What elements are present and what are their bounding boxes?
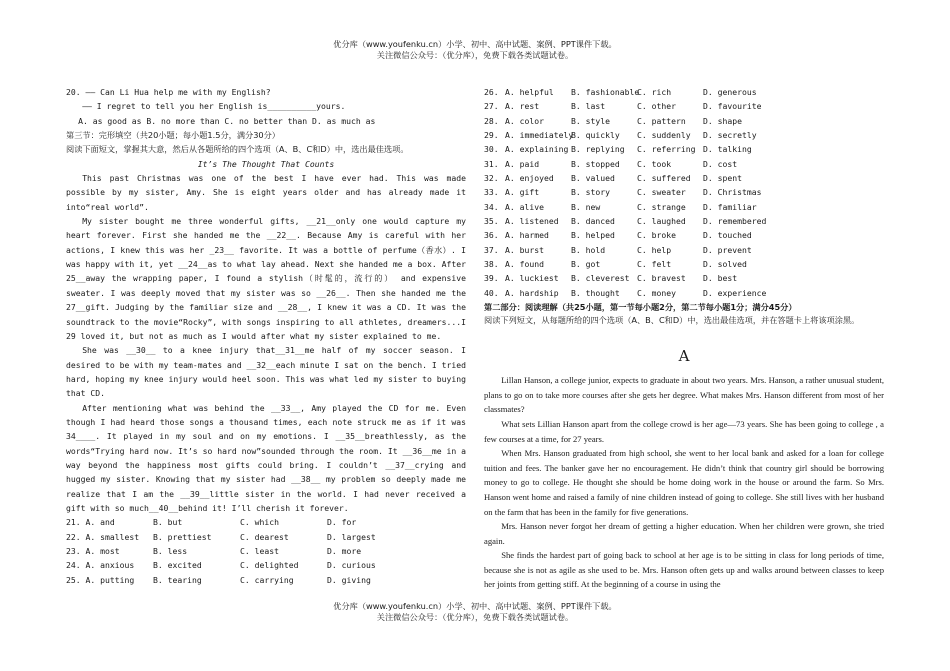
options-row-22: 22. A. smallest B. prettiest C. dearest D. largest [66,531,376,542]
passage-paragraph-1: Lillan Hanson, a college junior, expects to graduate in about two years. Mrs. Hanson, a rather unusual student, plans to go on to take more courses after she gets her degree. What makes Mrs. Hanson different from most of her classmates? [484,375,884,415]
options-row-24: 24. A. anxious B. excited C. delighted D. curious [66,560,376,571]
cloze-paragraph-4: After mentioning what was behind the __33__, Amy played the CD for me. Even though I had heard those songs a thousand times, each note struck me as if it was 34____. It played in my soul and on my emotions. I __35__breathlessly, as the words“Trying hard now. It’s so hard now”sounded through the room. It __36__me in a way beyond the happiness most gifts could bring. I couldn’t __37__crying and hugged my sister. Knowing that my sister had __38__ my problem so deeply made me realize that I am the __39__little sister in the world. I had never received a gift with so much__40__behind it! I’ll cherish it forever. [66,402,466,513]
question-20-answer [66,99,466,113]
options-row-36: 36. A. harmed B. helped C. broke D. touched [484,230,752,241]
part-2-section [484,301,884,327]
question-20: 20. —— Can Li Hua help me with my English? [66,87,271,97]
options-row-38: 38. A. found B. got C. felt D. solved [484,259,747,270]
options-row-35: 35. A. listened B. danced C. laughed D. remembered [484,216,767,227]
options-row-26: 26. A. helpful B. fashionableC. rich D. generous [484,87,757,97]
options-row-33: 33. A. gift B. story C. sweater D. Christmas [484,187,762,198]
options-row-32: 32. A. enjoyed B. valued C. suffered D. spent [484,173,742,184]
passage-paragraph-3: When Mrs. Hanson graduated from high school, she went to her local bank and asked for a loan for college tuition and fees. The banker gave her no encouragement. He didn’t think that country girl should be borrowing money to go to college. He thought she should be home doing work in the house or around the farm. So Mrs. Hanson went home and raised a family of nine children instead of going to college. She still lives with her husband on the farm that has been in the family for five generations. [484,448,884,517]
options-row-31: 31. A. paid B. stopped C. took D. cost [484,158,738,169]
footer-line-1: 优分库（www.youfenku.cn）小学、初中、高中试题、案例、PPT课件下载。 [333,601,617,611]
q20-prefix: —— I regret to tell you her English is [82,101,268,112]
section-3-instruction: 阅读下面短文，掌握其大意，然后从各题所给的四个选项（A、B、C和D）中，选出最佳选项。 [66,144,409,155]
passage-paragraph-4: Mrs. Hanson never forgot her dream of getting a higher education. When her children were grown, she tried again. [484,521,884,546]
options-row-25: 25. A. putting B. tearing C. carrying D. giving [66,574,371,585]
q20-suffix: yours. [316,101,346,112]
left-column [66,85,466,587]
options-row-30: 30. A. explaining B. replying C. referring D. talking [484,144,752,155]
cloze-paragraph-3: She was __30__ to a knee injury that__31__me half of my soccer season. I desired to be with my team-mates and __32__each minute I sat on the bench. I tried hard, hoping my knee injury would heel soon. This was what led my sister to buying that CD. [66,345,466,399]
passage-paragraph-2: What sets Lillian Hanson apart from the college crowd is her age—73 years. She has been going to college , a few courses at a time, for 27 years. [484,418,884,444]
options-row-27: 27. A. rest B. last C. other D. favourite [484,101,762,112]
question-20-options: A. as good as B. no more than C. no better than D. as much as [78,115,376,126]
options-row-23: 23. A. most B. less C. least D. more [66,546,362,556]
page-header [0,39,950,61]
cloze-paragraph-2: My sister bought me three wonderful gifts, __21__only one would capture my heart forever. First she handed me the __22__. Because Amy is careful with her actions, I knew this was her _23__ favorite. It was a bottle of perfume（香水）. I was happy with it, yet __24__as to what lay ahead. Next she handed me a box. After 25__away the wrapping paper, I found a stylish（时髦的，流行的） and expensive sweater. I was deeply moved that my sister was so __26__. Then she handed me the 27__gift. Judging by the familiar size and __28__, I knew it was a CD. It was the soundtrack to the movie“Rocky”, with songs inspiring to all athletes, dreamers...I 29 loved it, but not as much as I would after what my sister explained to me. [66,216,466,341]
passage-paragraph-5: She finds the hardest part of going back to school at her age is to be sitting in class for long periods of time, because she is not as agile as she used to be. Mrs. Hanson often gets up and walks around between classes to keep her joints from getting stiff. At the beginning of a course in using the [484,550,884,590]
footer-line-2: 关注微信公众号：（优分库），免费下载各类试题试卷。 [376,612,574,622]
right-column [484,85,884,592]
options-list-26-40 [484,85,884,300]
options-row-34: 34. A. alive B. new C. strange D. familiar [484,201,757,212]
cloze-paragraph-1: This past Christmas was one of the best I have ever had. This was made possible by my sister, Amy. She is eight years older and has already made it into“real world”. [66,173,466,212]
q20-blank: __________ [267,101,317,112]
page-footer [0,601,950,623]
header-line-1: 优分库（www.youfenku.cn）小学、初中、高中试题、案例、PPT课件下载。 [333,39,617,49]
options-row-28: 28. A. color B. style C. pattern D. shape [484,115,742,126]
passage-label: A [678,347,690,366]
passage-title: It’s The Thought That Counts [197,158,335,169]
options-row-39: 39. A. luckiest B. cleverest C. bravest D. best [484,273,738,284]
options-row-40: 40. A. hardship B. thought C. money D. experience [484,287,767,298]
options-row-29: 29. A. immediatelyB. quickly C. suddenly D. secretly [484,130,757,141]
part-2-title: 第二部分：阅读理解（共25小题，第一节每小题2分，第二节每小题1分；满分45分） [484,302,797,313]
header-line-2: 关注微信公众号：（优分库），免费下载各类试题试卷。 [376,50,574,60]
options-row-21: 21. A. and B. but C. which D. for [66,517,357,528]
reading-passage [484,373,884,592]
options-row-37: 37. A. burst B. hold C. help D. prevent [484,244,752,255]
section-3-title: 第三节：完形填空（共20小题；每小题1.5分，满分30分） [66,130,280,141]
part-2-instruction: 阅读下列短文，从每题所给的四个选项（A、B、C和D）中，选出最佳选项，并在答题卡上将该项涂黑。 [484,315,860,326]
